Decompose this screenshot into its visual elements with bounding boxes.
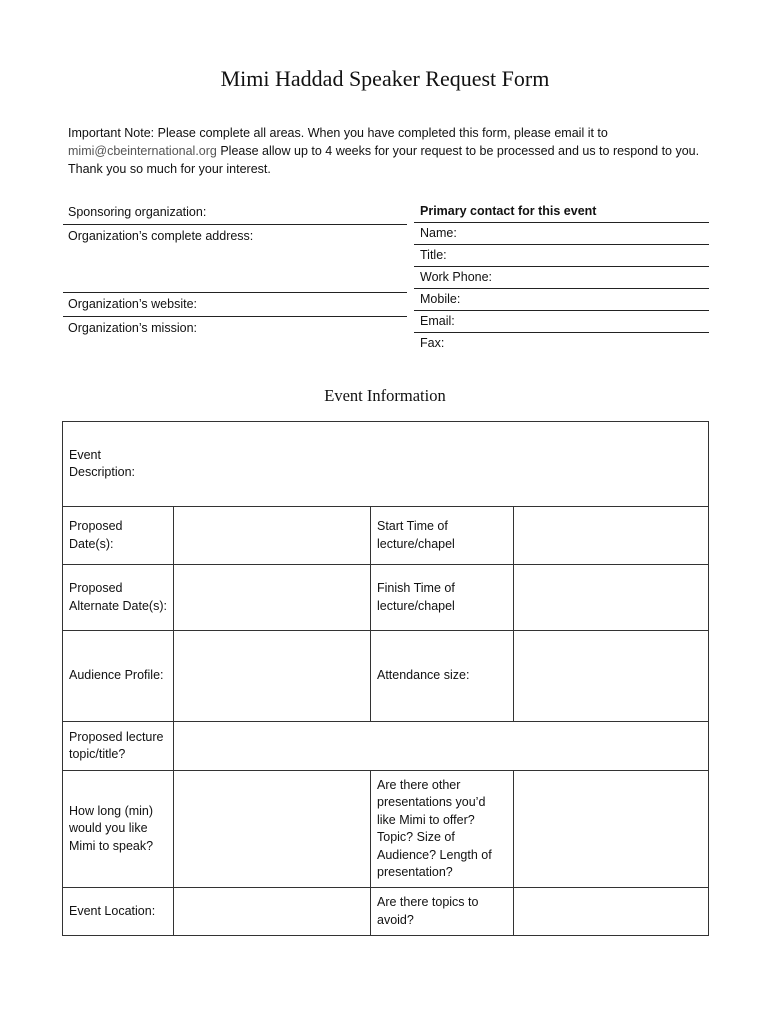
other-presentations-input[interactable] [514,771,709,888]
organization-mission-field[interactable] [63,317,407,340]
organization-address-label: Organization’s complete address: [68,229,254,243]
speaking-length-label-cell [63,771,174,888]
speaking-length-input[interactable] [174,771,371,888]
other-presentations-label-cell [371,771,514,888]
finish-time-label-cell [371,565,514,631]
sponsoring-organization-field[interactable] [63,201,407,225]
attendance-size-label-cell [371,631,514,722]
contact-mobile-field[interactable] [414,289,709,311]
event-description-cell[interactable] [63,422,709,507]
contact-work-phone-field[interactable] [414,267,709,289]
table-row [63,722,709,771]
contact-fax-field[interactable] [414,333,709,354]
event-location-label-cell [63,888,174,936]
lecture-topic-label-cell [63,722,174,771]
important-note [68,124,708,178]
audience-profile-input[interactable] [174,631,371,722]
contact-work-phone-label: Work Phone: [420,270,493,284]
organization-website-field[interactable] [63,293,407,317]
table-row [63,888,709,936]
contact-name-field[interactable] [414,223,709,245]
speaking-length-label: How long (min) would you like Mimi to speak? [69,803,154,853]
table-row [63,631,709,722]
organization-website-label: Organization’s website: [68,297,198,311]
contact-email-field[interactable] [414,311,709,333]
audience-profile-label: Audience Profile: [69,668,164,683]
alternate-dates-label: Proposed Alternate Date(s): [69,581,167,613]
lecture-topic-input[interactable] [174,722,709,771]
start-time-input[interactable] [514,507,709,565]
event-information-heading: Event Information [324,386,446,405]
contact-title-field[interactable] [414,245,709,267]
start-time-label-cell [371,507,514,565]
avoid-topics-label-cell [371,888,514,936]
lecture-topic-label: Proposed lecture topic/title? [69,729,164,761]
contact-email-label: Email: [420,314,455,328]
avoid-topics-input[interactable] [514,888,709,936]
attendance-size-input[interactable] [514,631,709,722]
organization-mission-label: Organization’s mission: [68,321,197,335]
finish-time-label: Finish Time of lecture/chapel [377,581,455,613]
contact-name-label: Name: [420,226,457,240]
event-location-label: Event Location: [69,903,156,918]
primary-contact-heading: Primary contact for this event [414,201,709,223]
proposed-dates-input[interactable] [174,507,371,565]
other-presentations-label: Are there other presentations you’d like Mimi to offer? Topic? Size of Audience? Length of presentation? [377,777,492,879]
note-suffix: Please allow up to 4 weeks for your request to be processed and us to respond to you. Thank you so much for your interest. [68,144,700,176]
sponsoring-organization-label: Sponsoring organization: [68,205,207,219]
table-row [63,422,709,507]
organization-section [63,201,407,340]
contact-fax-label: Fax: [420,336,445,350]
alternate-dates-input[interactable] [174,565,371,631]
proposed-dates-label: Proposed Date(s): [69,519,123,551]
page-title: Mimi Haddad Speaker Request Form [220,66,550,91]
attendance-size-label: Attendance size: [377,668,470,683]
contact-mobile-label: Mobile: [420,292,461,306]
audience-profile-label-cell [63,631,174,722]
event-location-input[interactable] [174,888,371,936]
email-link[interactable]: mimi@cbeinternational.org [68,144,217,158]
event-description-label: Event Description: [69,447,135,479]
table-row [63,565,709,631]
avoid-topics-label: Are there topics to avoid? [377,895,479,927]
finish-time-input[interactable] [514,565,709,631]
organization-address-field[interactable] [63,225,407,293]
table-row [63,507,709,565]
contact-title-label: Title: [420,248,447,262]
start-time-label: Start Time of lecture/chapel [377,519,455,551]
event-information-table [62,421,709,936]
table-row [63,771,709,888]
proposed-dates-label-cell [63,507,174,565]
alternate-dates-label-cell [63,565,174,631]
primary-contact-section [414,201,709,354]
note-prefix: Important Note: Please complete all areas. When you have completed this form, please email it to [68,126,608,140]
